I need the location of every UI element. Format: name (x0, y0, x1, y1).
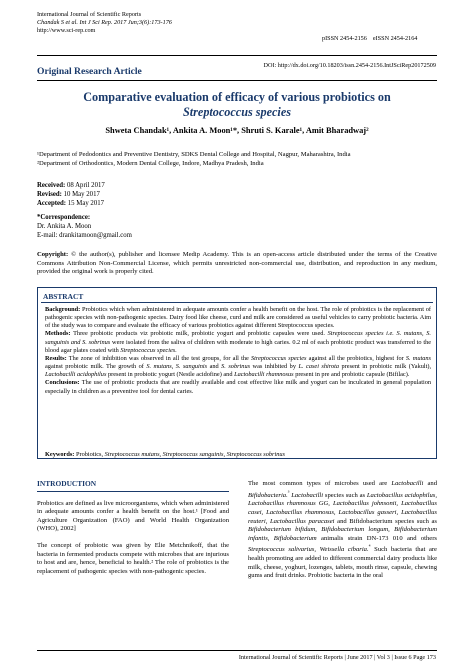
results-text-3: against probiotic milk. The growth of (45, 363, 144, 371)
accepted-label: Accepted: (37, 200, 67, 207)
correspondence (37, 213, 132, 240)
abstract-methods (45, 330, 431, 354)
results-text-8: present in pre and probiotic capsule (Bifilac). (295, 371, 410, 379)
right-ref-3: ³ (287, 489, 290, 496)
background-label: Background: (45, 306, 81, 313)
citation: Chandak S et al. Int J Sci Rep. 2017 Jun;3(6):173-176 (37, 19, 172, 26)
right-species-6: Streptococcus salivarius, Weissella cibaria. (248, 546, 369, 554)
eissn: eISSN 2454-2164 (372, 35, 418, 42)
keywords-text: Probiotics, (75, 451, 104, 458)
right-species-3: Lactobacilli (291, 491, 324, 499)
conclusions-label: Conclusions: (45, 379, 80, 387)
correspondence-name: Dr. Ankita A. Moon (37, 223, 92, 230)
methods-species: Streptococcus species i.e. S. mutans, S. sanguinis and S. sobrinus (45, 330, 431, 346)
results-text-4: and (209, 363, 219, 371)
right-species-2: Bifidobacteria. (248, 491, 288, 499)
received-date: 08 April 2017 (67, 182, 105, 189)
results-label: Results: (45, 354, 67, 362)
abstract-heading: ABSTRACT (41, 291, 433, 303)
results-species-4: S. sobrinus (221, 363, 251, 371)
right-text-3: species such as (324, 491, 366, 499)
copyright-notice (37, 251, 437, 277)
right-text-5: animalis strain DN-173 010 and others (321, 534, 437, 542)
title-line-1: Comparative evaluation of efficacy of various probiotics on (83, 90, 391, 104)
left-column (37, 480, 229, 584)
affiliations (37, 150, 437, 168)
results-species-1: Streptococcus species (251, 354, 307, 362)
methods-text-2: were isolated from the saliva of children with moderate to high caries. 0.2 ml of each probiotic product was transferred to the blood agar plates coated with (45, 338, 432, 354)
keywords-label: Keywords: (45, 451, 75, 458)
results-text-5: was inhibited by (252, 363, 296, 371)
correspondence-email[interactable]: E-mail: drankitamoon@gmail.com (37, 232, 132, 239)
keywords (45, 451, 431, 459)
abstract-conclusions (45, 379, 431, 395)
author-list: Shweta Chandak¹, Ankita A. Moon¹*, Shruti S. Karale¹, Amit Bharadwaj² (105, 126, 369, 135)
copyright-text: © the author(s), publisher and licensee Medip Academy. This is an open-access article distributed under the terms of the Creative Commons Attribution Non-Commercial License, which permits unrestricted non-commercial use, distribution, and reproduction in any medium, provided the original work is properly cited. (37, 251, 437, 276)
right-text-4: and Bifidobacterium species such as (337, 517, 437, 525)
article-title (37, 90, 437, 120)
right-species-5: Bifidobacterium bifidum, Bifidobacterium longum, Bifidobacterium infantis, Bifidobacterium (248, 526, 437, 542)
right-species-4: Lactobacillus acidophilus, Lactobacillus rhamnosus GG, Lactobacillus johnsonii, Lactobacillus casei, Lactobacillus rhamnosus, Lactobacillus gasseri, Lactobacillus reuteri, Lactobacillus paracasei (248, 491, 437, 525)
doi-link[interactable]: DOI: http://dx.doi.org/10.18203/issn.2454-2156.IntJSciRep20172509 (263, 62, 436, 69)
revised-label: Revised: (37, 191, 62, 198)
affiliation-1: ¹Department of Pedodontics and Preventive Dentistry, SDKS Dental College and Hospital, Nagpur, Maharashtra, India (37, 151, 351, 158)
right-species-1: Lactobacilli (391, 480, 424, 487)
header-divider (37, 55, 437, 56)
article-type: Original Research Article (37, 66, 142, 77)
right-ref-4: ⁴ (368, 544, 371, 551)
methods-species-2: Streptococcus species. (120, 346, 177, 354)
article-dates (37, 181, 105, 208)
footer-divider (37, 650, 437, 651)
intro-paragraph-1: Probiotics are defined as live microorganisms, which when administered in adequate amounts confer a health benefit on the host.¹ [Food and Agriculture Organization (FAO) and World Health Organization (WHO), 2002] (37, 499, 229, 533)
results-species-6: Lactobacilli acidophilus (45, 371, 107, 379)
title-line-2: Streptococcus species (183, 105, 291, 119)
methods-text: Three probiotic products viz probiotic milk, probiotic yogurt and probiotic capsules were used. (73, 330, 325, 338)
page-footer: International Journal of Scientific Reports | June 2017 | Vol 3 | Issue 6 Page 173 (238, 654, 436, 661)
conclusions-text: The use of probiotic products that are readily available and cost effective like milk and yogurt can be inculcated in general population especially in children as a preventive tool for dental caries. (45, 379, 431, 395)
results-text-1: The zone of inhibition was observed in all the test groups, for all the (68, 354, 249, 362)
journal-website[interactable]: http://www.sci-rep.com (37, 27, 96, 34)
revised-date: 10 May 2017 (63, 191, 100, 198)
journal-name: International Journal of Scientific Reports (37, 11, 142, 18)
keywords-species: Streptococcus mutans, Streptococcus sanguinis, Streptococcus sobrinus (104, 451, 285, 458)
journal-header (37, 11, 172, 35)
results-text-2: against all the probiotics, highest for (308, 354, 404, 362)
abstract-background (45, 306, 431, 330)
received-label: Received: (37, 182, 66, 189)
background-text: Probiotics which when administered in adequate amounts confer a health benefit on the host. The role of probiotics is the replacement of pathogenic species with non-pathogenic species. Dairy food like cheese, curd and milk are considered as useful vehicles to carry probiotic bacteria. Aim of the study was to compare and evaluate the efficacy of various probiotics against different Streptococcus species. (45, 306, 431, 330)
right-column (248, 480, 437, 589)
results-species-5: L. casei shirota (298, 363, 340, 371)
introduction-heading: INTRODUCTION (37, 479, 97, 488)
right-text-1: The most common types of microbes used are (248, 480, 388, 487)
pissn: pISSN 2454-2156 (322, 35, 367, 42)
results-species-3: S. mutans, S. sanguinis (146, 363, 208, 371)
affiliation-2: ²Department of Orthodontics, Modern Dental College, Indore, Madhya Pradesh, India (37, 160, 264, 167)
results-text-6: present in probiotic milk (Yakult), (341, 363, 432, 371)
right-paragraph (248, 480, 437, 581)
abstract-body (45, 306, 431, 396)
results-species-7: Lactobacilli rhamnosus (234, 371, 294, 379)
results-text-7: present in probiotic yogurt (Nestle acidofine) and (107, 371, 233, 379)
introduction-rule (37, 491, 229, 492)
right-text-6: Such bacteria that are health promoting are added to different commercial dairy products like milk, cheese, yoghurt, lozenges, tablets, mouth rinse, capsule, chewing gums and fruit drinks. Probiotic bacteria in the oral (248, 546, 437, 580)
abstract-results (45, 355, 431, 379)
accepted-date: 15 May 2017 (67, 200, 105, 207)
correspondence-label: *Correspondence: (37, 214, 91, 221)
title-divider (37, 80, 437, 81)
intro-paragraph-2: The concept of probiotic was given by Elie Metchnikoff, that the bacteria in fermented products compete with microbes that are injurious to host and are, hence, beneficial to health.² The role of probiotics is the replacement of pathogenic species with non-pathogenic species. (37, 541, 229, 575)
copyright-label: Copyright: (37, 251, 69, 258)
methods-label: Methods: (45, 330, 71, 338)
issn-info (322, 35, 417, 43)
right-text-2: and (427, 480, 438, 487)
results-species-2: S. mutans (405, 354, 431, 362)
